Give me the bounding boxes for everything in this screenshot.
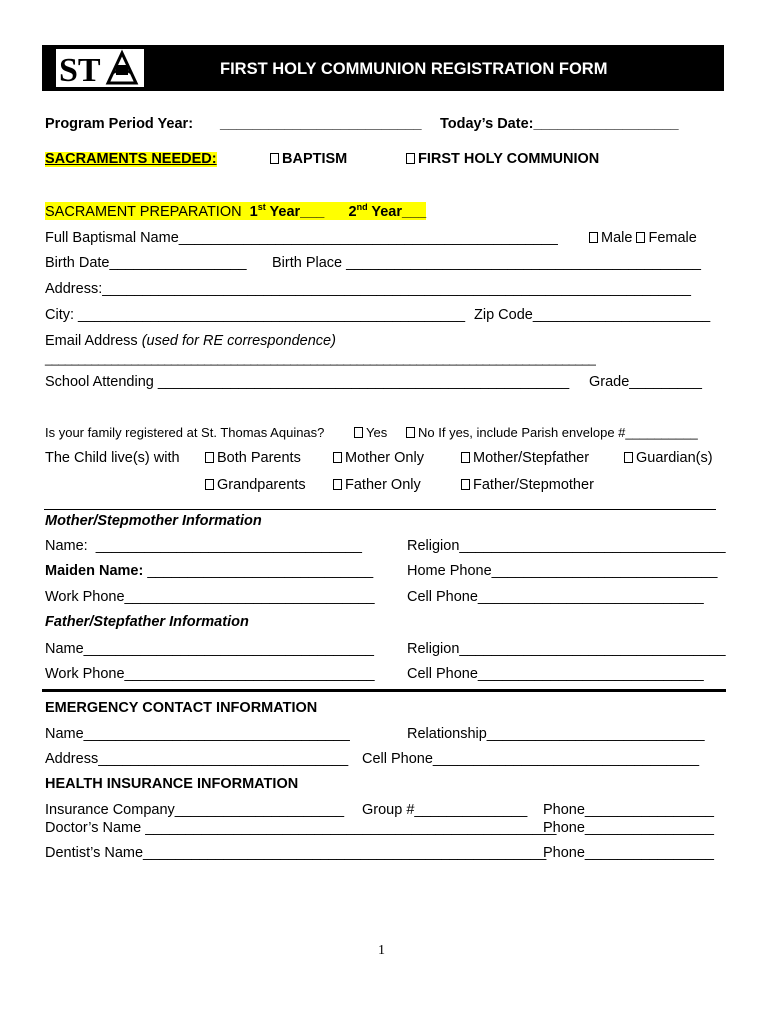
emergency-cell-phone-field[interactable]: Cell Phone_________________________________: [362, 751, 700, 767]
form-title: FIRST HOLY COMMUNION REGISTRATION FORM: [220, 60, 608, 78]
mother-stepfather-checkbox[interactable]: [461, 452, 470, 463]
mother-section-heading: Mother/Stepmother Information: [45, 513, 262, 529]
female-checkbox[interactable]: [636, 232, 645, 243]
mother-cell-phone-field[interactable]: Cell Phone____________________________: [407, 589, 704, 605]
doctor-phone-field[interactable]: Phone________________: [543, 820, 714, 836]
page-number: 1: [378, 943, 385, 958]
both-parents-label: Both Parents: [217, 450, 301, 466]
male-checkbox[interactable]: [589, 232, 598, 243]
address-field[interactable]: Address:_________________________________________________________________________: [45, 281, 691, 297]
grade-field[interactable]: Grade_________: [589, 374, 702, 390]
emergency-relationship-field[interactable]: Relationship___________________________: [407, 726, 705, 742]
mother-name-field[interactable]: Name: _________________________________: [45, 538, 362, 554]
program-period-label: Program Period Year:: [45, 116, 194, 132]
lives-with-label: The Child live(s) with: [45, 450, 180, 466]
father-stepmother-label: Father/Stepmother: [473, 477, 594, 493]
registered-yes-label: Yes: [366, 425, 388, 440]
guardians-checkbox[interactable]: [624, 452, 633, 463]
father-stepmother-checkbox[interactable]: [461, 479, 470, 490]
guardians-option[interactable]: [624, 451, 713, 466]
father-religion-field[interactable]: Religion_________________________________: [407, 641, 726, 657]
father-section-heading: Father/Stepfather Information: [45, 614, 249, 630]
school-attending-field[interactable]: School Attending ___________________________________________________: [45, 374, 570, 390]
emergency-heading: EMERGENCY CONTACT INFORMATION: [45, 700, 318, 716]
mother-home-phone-field[interactable]: Home Phone____________________________: [407, 563, 718, 579]
baptismal-name-field[interactable]: Full Baptismal Name_______________________________________________: [45, 230, 558, 246]
email-label: Email Address: [45, 333, 142, 349]
dentist-phone-field[interactable]: Phone________________: [543, 845, 714, 861]
grandparents-label: Grandparents: [217, 477, 306, 493]
insurance-heading: HEALTH INSURANCE INFORMATION: [45, 776, 299, 792]
sacrament-preparation-label: SACRAMENT PREPARATION: [45, 203, 242, 220]
both-parents-option[interactable]: [205, 451, 301, 466]
birth-place-field[interactable]: Birth Place ____________________________________________: [272, 255, 701, 271]
second-year-option[interactable]: 2nd Year___: [348, 202, 427, 220]
email-field[interactable]: ___________________________________________________________________________________: [45, 351, 596, 366]
baptism-label: BAPTISM: [282, 151, 348, 167]
mother-only-option[interactable]: [333, 451, 424, 466]
section-divider: [44, 509, 716, 510]
maiden-name-field[interactable]: Maiden Name: ____________________________: [45, 563, 374, 579]
first-communion-label: FIRST HOLY COMMUNION: [418, 151, 600, 167]
guardians-label: Guardian(s): [636, 450, 713, 466]
mother-stepfather-option[interactable]: [461, 451, 589, 466]
registered-question: Is your family registered at St. Thomas Aquinas?: [45, 425, 325, 440]
grandparents-checkbox[interactable]: [205, 479, 214, 490]
father-stepmother-option[interactable]: [461, 478, 594, 493]
svg-text:ST: ST: [59, 52, 101, 87]
insurance-phone-field[interactable]: Phone________________: [543, 802, 714, 818]
registered-no-option[interactable]: [406, 426, 698, 439]
father-work-phone-field[interactable]: Work Phone_______________________________: [45, 666, 375, 682]
both-parents-checkbox[interactable]: [205, 452, 214, 463]
first-year-option[interactable]: 1st Year___: [249, 202, 325, 220]
zip-code-field[interactable]: Zip Code______________________: [474, 307, 711, 323]
sta-logo-image: [56, 49, 144, 87]
registered-no-checkbox[interactable]: [406, 427, 415, 438]
birth-date-field[interactable]: Birth Date_________________: [45, 255, 247, 271]
sacrament-preparation-row: [45, 202, 426, 220]
registered-yes-checkbox[interactable]: [354, 427, 363, 438]
emergency-name-field[interactable]: Name_________________________________: [45, 726, 350, 742]
email-label-row: [45, 334, 336, 349]
first-communion-option[interactable]: [406, 152, 599, 167]
first-communion-checkbox[interactable]: [406, 153, 415, 164]
mother-only-label: Mother Only: [345, 450, 424, 466]
program-period-field[interactable]: _________________________: [220, 116, 422, 132]
father-name-field[interactable]: Name____________________________________: [45, 641, 374, 657]
city-field[interactable]: City: ________________________________________________: [45, 307, 466, 323]
male-label: Male: [601, 230, 633, 246]
sta-logo: [56, 49, 144, 87]
mother-only-checkbox[interactable]: [333, 452, 342, 463]
mother-stepfather-label: Mother/Stepfather: [473, 450, 590, 466]
emergency-address-field[interactable]: Address_______________________________: [45, 751, 349, 767]
maiden-name-label: Maiden Name:: [45, 563, 144, 579]
registered-no-label: No If yes, include Parish envelope #__________: [418, 425, 698, 440]
registered-yes-option[interactable]: [354, 426, 387, 439]
father-only-checkbox[interactable]: [333, 479, 342, 490]
doctor-name-field[interactable]: Doctor’s Name ___________________________________________________: [45, 820, 557, 836]
female-label: Female: [648, 230, 697, 246]
grandparents-option[interactable]: [205, 478, 306, 493]
thick-divider: [42, 689, 726, 692]
baptism-option[interactable]: [270, 152, 347, 167]
group-number-field[interactable]: Group #______________: [362, 802, 528, 818]
sacraments-needed-label: SACRAMENTS NEEDED:: [45, 151, 217, 167]
father-only-option[interactable]: [333, 478, 421, 493]
father-cell-phone-field[interactable]: Cell Phone____________________________: [407, 666, 704, 682]
mother-religion-field[interactable]: Religion_________________________________: [407, 538, 726, 554]
email-note: (used for RE correspondence): [141, 333, 336, 349]
insurance-company-field[interactable]: Insurance Company_____________________: [45, 802, 345, 818]
baptism-checkbox[interactable]: [270, 153, 279, 164]
mother-work-phone-field[interactable]: Work Phone_______________________________: [45, 589, 375, 605]
father-only-label: Father Only: [345, 477, 421, 493]
gender-options: [589, 231, 697, 246]
dentist-name-field[interactable]: Dentist’s Name__________________________________________________: [45, 845, 547, 861]
todays-date-field[interactable]: Today’s Date:__________________: [440, 116, 679, 132]
